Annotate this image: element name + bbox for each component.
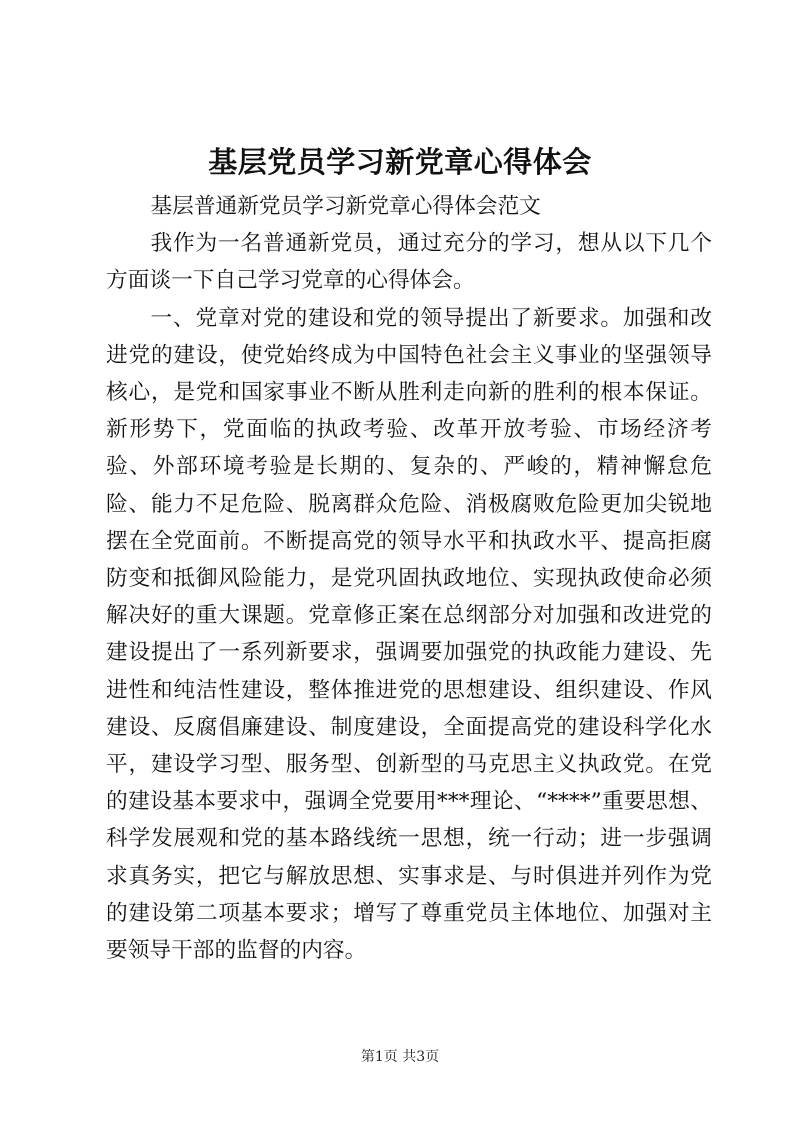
subtitle-paragraph: 基层普通新党员学习新党章心得体会范文 [150,194,541,219]
page-number-footer: 第1页 共3页 [360,1049,440,1065]
intro-paragraph: 我作为一名普通新党员，通过充分的学习，想从以下几个方面谈一下自己学习党章的心得体会。 [106,231,712,294]
document-title: 基层党员学习新党章心得体会 [208,145,592,179]
section-one-paragraph: 一、党章对党的建设和党的领导提出了新要求。加强和改进党的建设，使党始终成为中国特色社会主义事业的坚强领导核心，是党和国家事业不断从胜利走向新的胜利的根本保证。新形势下，党面临的执政考验、改革开放考验、市场经济考验、外部环境考验是长期的、复杂的、严峻的，精神懈怠危险、能力不足危险、脱离群众危险、消极腐败危险更加尖锐地摆在全党面前。不断提高党的领导水平和执政水平、提高拒腐防变和抵御风险能力，是党巩固执政地位、实现执政使命必须解决好的重大课题。党章修正案在总纲部分对加强和改进党的建设提出了一系列新要求，强调要加强党的执政能力建设、先进性和纯洁性建设，整体推进党的思想建设、组织建设、作风建设、反腐倡廉建设、制度建设，全面提高党的建设科学化水平，建设学习型、服务型、创新型的马克思主义执政党。在党的建设基本要求中，强调全党要用***理论、“****”重要思想、科学发展观和党的基本路线统一思想，统一行动；进一步强调求真务实，把它与解放思想、实事求是、与时俱进并列作为党的建设第二项基本要求；增写了尊重党员主体地位、加强对主要领导干部的监督的内容。 [106,305,712,964]
document-body [106,188,712,969]
